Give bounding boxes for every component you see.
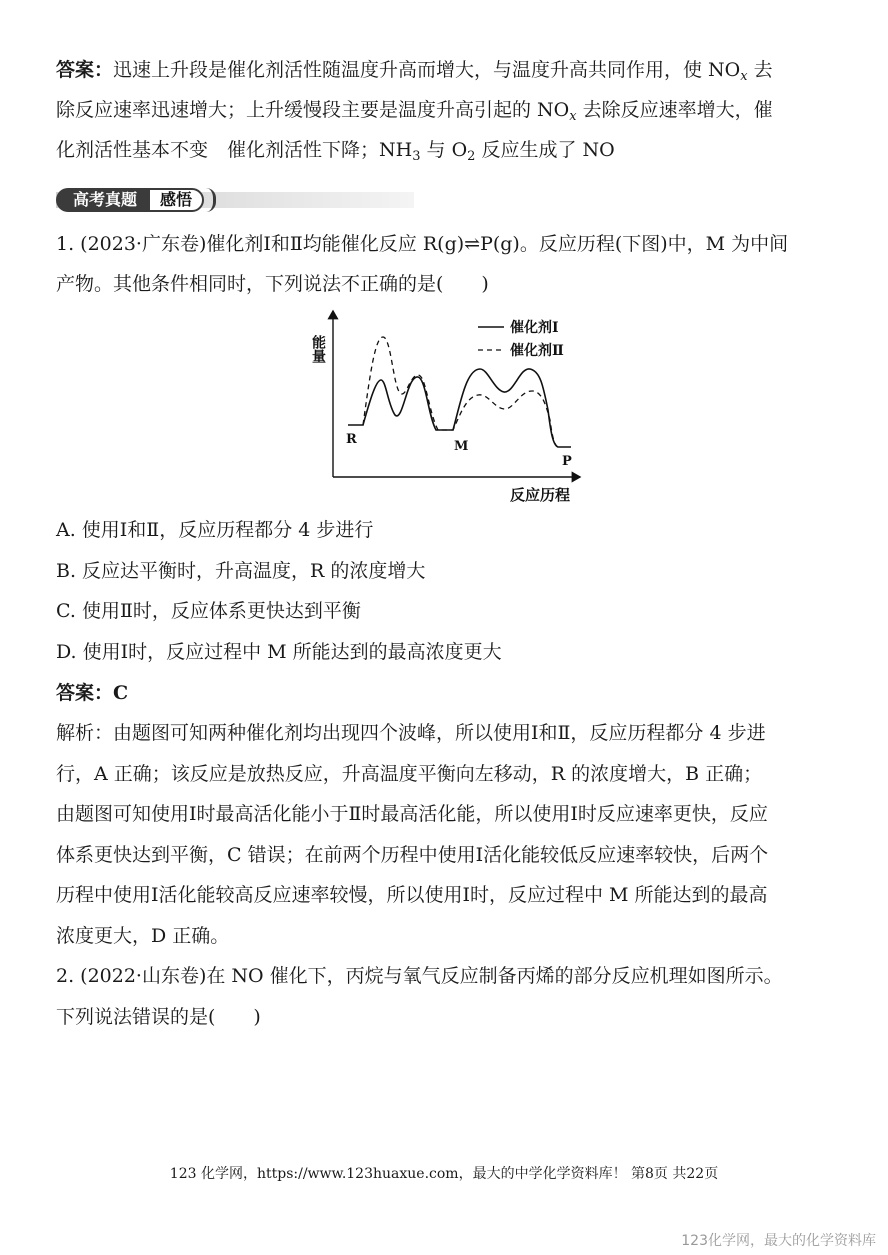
y-axis-label: 能量 <box>310 335 326 363</box>
q2-stem-line-2: 下列说法错误的是( ) <box>56 1006 261 1028</box>
q1-answer: 答案：C <box>56 682 129 704</box>
prev-answer-line-1: 答案：迅速上升段是催化剂活性随温度升高而增大，与温度升高共同作用，使 $NO_x$ 去 <box>56 59 773 84</box>
prev-answer-line-3: 化剂活性基本不变 催化剂活性下降；$NH_3$ 与 $O_2$ 反应生成了 NO <box>56 139 615 164</box>
option-c: C. 使用Ⅱ时，反应体系更快达到平衡 <box>56 600 361 622</box>
option-b: B. 反应达平衡时，升高温度，R 的浓度增大 <box>56 560 426 582</box>
analysis-line-3: 由题图可知使用Ⅰ时最高活化能小于Ⅱ时最高活化能，所以使用Ⅰ时反应速率更快，反应 <box>56 803 768 825</box>
banner-left-label: 高考真题 <box>56 188 154 212</box>
prev-answer-line-2: 除反应速率迅速增大；上升缓慢段主要是温度升高引起的 $NO_x$ 去除反应速率增大，催 <box>56 99 773 124</box>
x-axis-label: 反应历程 <box>510 486 571 504</box>
section-banner <box>56 188 414 212</box>
equilibrium-arrow: ⇌ <box>464 233 481 255</box>
option-a: A. 使用Ⅰ和Ⅱ，反应历程都分 4 步进行 <box>56 519 374 541</box>
analysis-line-6: 浓度更大，D 正确。 <box>56 925 230 947</box>
option-d: D. 使用Ⅰ时，反应过程中 M 所能达到的最高浓度更大 <box>56 641 502 663</box>
answer-label: 答案： <box>56 59 114 81</box>
label-P: P <box>562 454 572 469</box>
legend-catalyst-1: 催化剂Ⅰ <box>510 320 559 336</box>
energy-profile-chart <box>310 305 588 505</box>
banner-right-label: 感悟 <box>148 188 204 212</box>
analysis-line-1: 解析：由题图可知两种催化剂均出现四个波峰，所以使用Ⅰ和Ⅱ，反应历程都分 4 步进 <box>56 722 766 744</box>
series-catalyst-1-curve <box>348 369 571 447</box>
analysis-line-5: 历程中使用Ⅰ活化能较高反应速率较慢，所以使用Ⅰ时，反应过程中 M 所能达到的最高 <box>56 884 768 906</box>
q1-stem-line-1: 1. (2023·广东卷)催化剂Ⅰ和Ⅱ均能催化反应 R(g)⇌P(g)。反应历程(下图)中，M 为中间 <box>56 233 789 255</box>
page-footer: 123 化学网，https://www.123huaxue.com，最大的中学化学资料库！ 第8页 共22页 <box>169 1166 719 1182</box>
analysis-line-4: 体系更快达到平衡，C 错误；在前两个历程中使用Ⅰ活化能较低反应速率较快，后两个 <box>56 844 769 866</box>
analysis-line-2: 行，A 正确；该反应是放热反应，升高温度平衡向左移动，R 的浓度增大，B 正确； <box>56 763 763 785</box>
legend-catalyst-2: 催化剂Ⅱ <box>510 343 564 359</box>
q2-stem-line-1: 2. (2022·山东卷)在 NO 催化下，丙烷与氧气反应制备丙烯的部分反应机理如图所示。 <box>56 965 783 987</box>
q1-stem-line-2: 产物。其他条件相同时，下列说法不正确的是( ) <box>56 273 489 295</box>
label-R: R <box>346 432 357 447</box>
label-M: M <box>454 439 469 454</box>
q1-answer-value: C <box>113 682 129 704</box>
watermark: 123化学网，最大的化学资料库 <box>681 1233 876 1249</box>
